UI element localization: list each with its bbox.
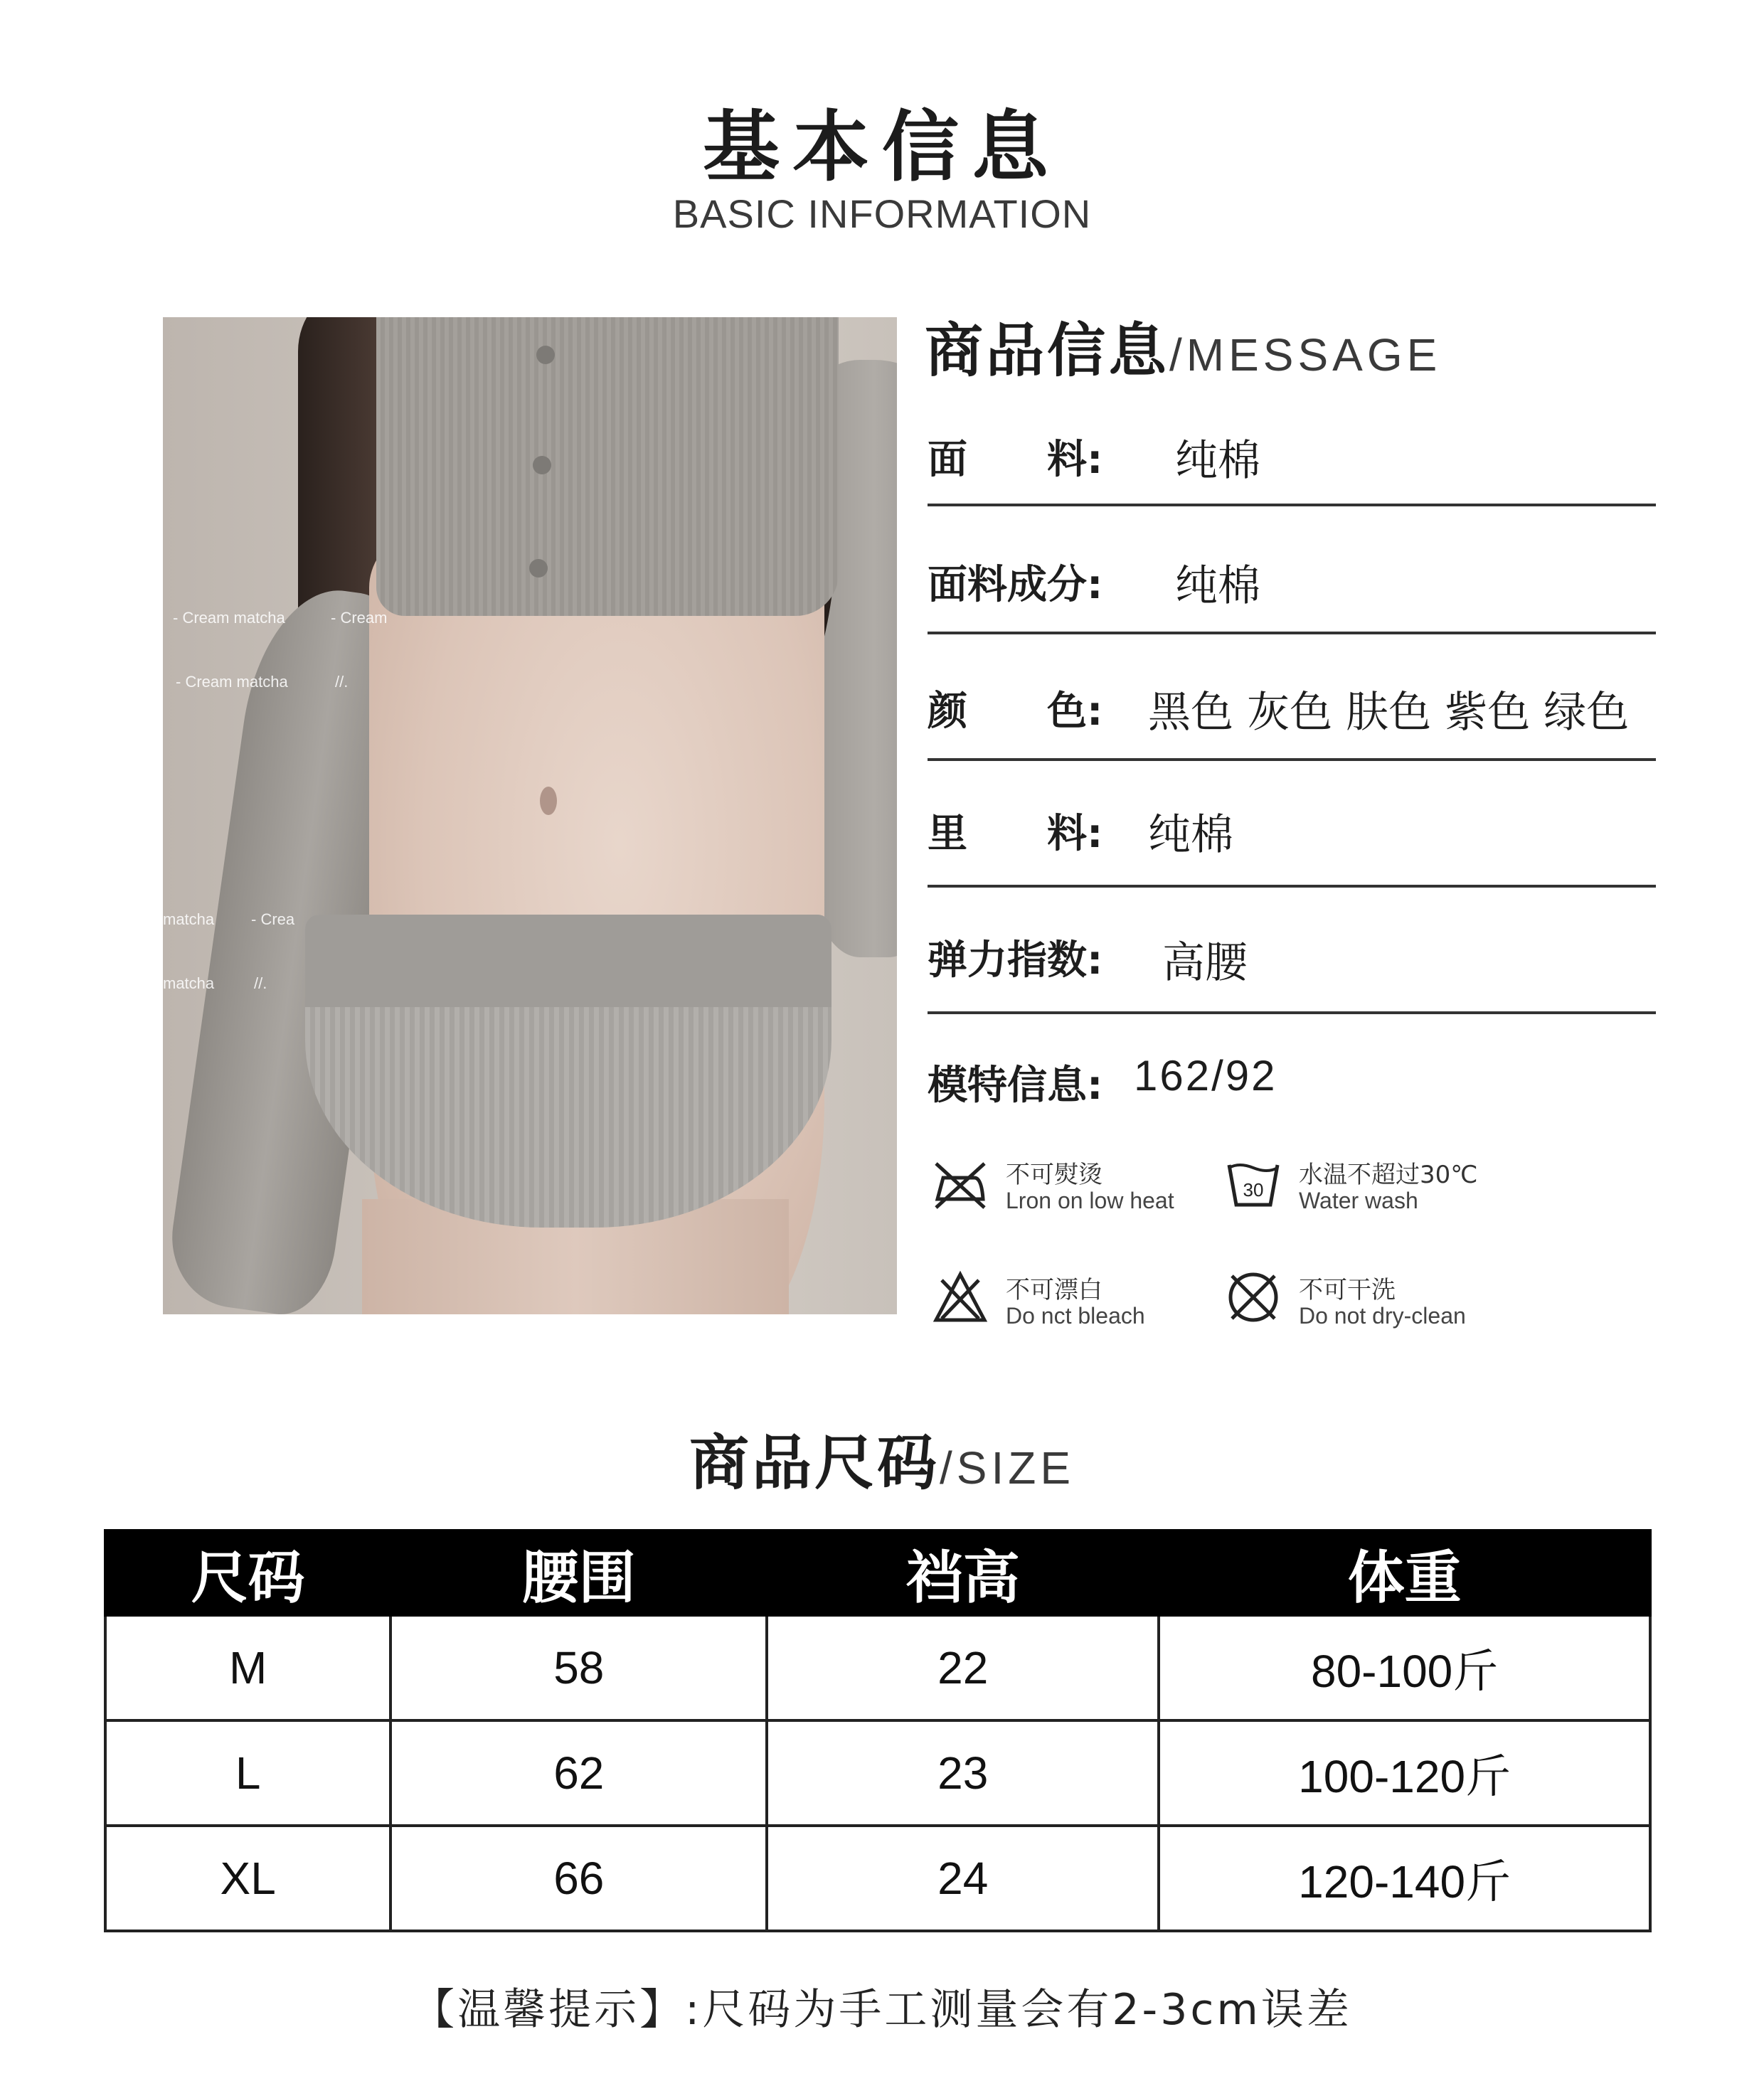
care-no-dry-clean-en: Do not dry-clean — [1299, 1303, 1466, 1329]
watermark: - Cream — [331, 609, 388, 627]
page-title: 基本信息 — [702, 103, 1061, 192]
table-header-row — [105, 1531, 1650, 1615]
divider — [928, 758, 1656, 761]
model-value: 162/92 — [1134, 1052, 1277, 1100]
watermark: - Cream matcha — [176, 673, 288, 691]
table-row — [105, 1826, 1650, 1931]
cell-size: XL — [105, 1826, 390, 1931]
message-heading — [925, 304, 1441, 388]
watermark: //. — [254, 974, 267, 992]
cell-rise: 22 — [767, 1615, 1159, 1720]
size-table — [104, 1529, 1652, 1932]
elasticity-label: 弹力指数: — [928, 937, 1103, 984]
column-header-rise: 裆高 — [767, 1531, 1159, 1615]
page-subtitle: BASIC INFORMATION — [672, 191, 1092, 236]
cell-rise: 24 — [767, 1826, 1159, 1931]
fabric-label: 面 料: — [928, 437, 1103, 483]
lining-label: 里 料: — [928, 811, 1103, 857]
cell-size: M — [105, 1615, 390, 1720]
size-heading-en: /SIZE — [939, 1442, 1075, 1494]
watermark: - Crea — [251, 910, 295, 928]
no-dry-clean-icon — [1225, 1269, 1282, 1326]
no-iron-icon — [932, 1156, 989, 1213]
watermark: - Cream matcha — [173, 609, 285, 627]
watermark: //. — [335, 673, 349, 691]
column-header-waist: 腰围 — [390, 1531, 767, 1615]
no-bleach-icon — [932, 1269, 989, 1326]
watermark: matcha — [163, 910, 215, 928]
composition-value: 纯棉 — [1175, 561, 1260, 611]
cell-rise: 23 — [767, 1720, 1159, 1826]
navel — [540, 787, 557, 815]
product-photo — [163, 317, 897, 1314]
care-no-dry-clean-cn: 不可干洗 — [1299, 1276, 1396, 1304]
cell-weight: 120-140斤 — [1159, 1826, 1650, 1931]
divider — [928, 632, 1656, 634]
cropped-cardigan — [376, 317, 839, 616]
cardigan-button — [529, 559, 548, 578]
brief-waistband — [305, 915, 831, 1007]
care-wash-en: Water wash — [1299, 1188, 1418, 1213]
cell-waist: 58 — [390, 1615, 767, 1720]
divider — [928, 1011, 1656, 1014]
care-no-bleach-cn: 不可漂白 — [1006, 1276, 1102, 1304]
model-label: 模特信息: — [928, 1063, 1103, 1109]
fabric-value: 纯棉 — [1175, 436, 1260, 486]
elasticity-value: 高腰 — [1162, 938, 1248, 988]
size-heading — [0, 1415, 1764, 1501]
divider — [928, 885, 1656, 888]
color-value: 黑色 灰色 肤色 紫色 绿色 — [1148, 688, 1630, 738]
care-no-bleach-en: Do nct bleach — [1006, 1303, 1145, 1329]
cell-weight: 100-120斤 — [1159, 1720, 1650, 1826]
care-wash-cn: 水温不超过30℃ — [1299, 1161, 1478, 1189]
watermark: matcha — [163, 974, 215, 992]
cell-waist: 66 — [390, 1826, 767, 1931]
color-label: 颜 色: — [928, 688, 1103, 735]
message-heading-cn: 商品信息 — [925, 317, 1170, 385]
composition-label: 面料成分: — [928, 562, 1103, 608]
cell-size: L — [105, 1720, 390, 1826]
size-heading-cn: 商品尺码 — [689, 1428, 940, 1498]
measurement-tip: 【温馨提示】:尺码为手工测量会有2-3cm误差 — [412, 1985, 1352, 2035]
wash-temp-badge: 30 — [1243, 1179, 1264, 1201]
cardigan-button — [536, 346, 555, 364]
table-row — [105, 1720, 1650, 1826]
lining-value: 纯棉 — [1148, 810, 1233, 860]
cell-waist: 62 — [390, 1720, 767, 1826]
cell-weight: 80-100斤 — [1159, 1615, 1650, 1720]
care-no-iron-en: Lron on low heat — [1006, 1188, 1174, 1213]
cardigan-button — [533, 456, 551, 474]
message-heading-en: /MESSAGE — [1169, 329, 1442, 380]
column-header-weight: 体重 — [1159, 1531, 1650, 1615]
wash-30-icon — [1225, 1155, 1282, 1212]
care-no-iron-cn: 不可熨烫 — [1006, 1161, 1102, 1189]
divider — [928, 504, 1656, 506]
column-header-size: 尺码 — [105, 1531, 390, 1615]
table-row — [105, 1615, 1650, 1720]
